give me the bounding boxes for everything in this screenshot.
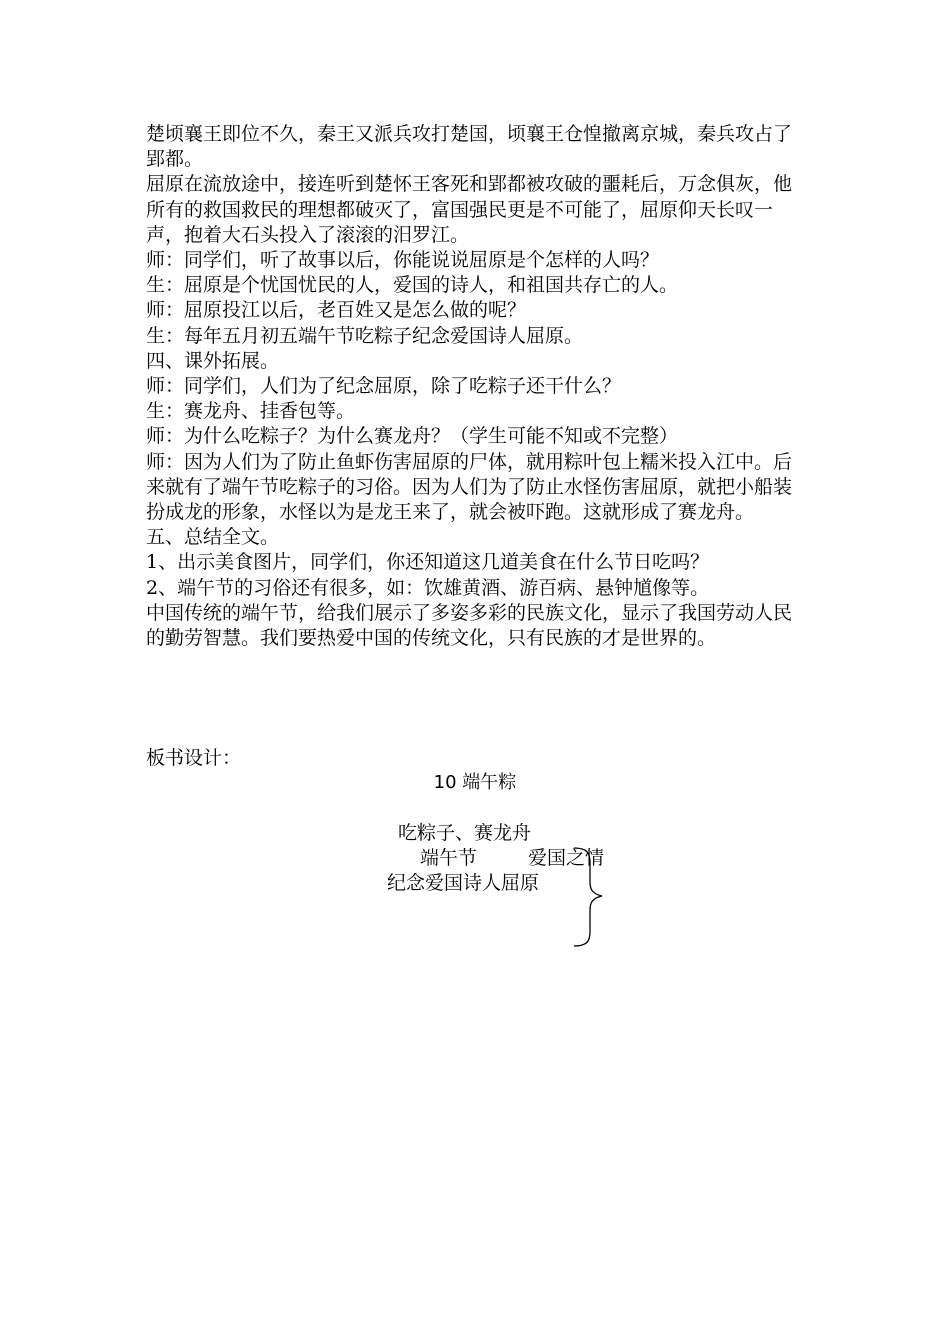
paragraph-teacher-question-3: 师：同学们，人们为了纪念屈原，除了吃粽子还干什么？ <box>146 375 622 398</box>
board-line-customs: 吃粽子、赛龙舟 <box>398 822 532 844</box>
paragraph-student-answer-3: 生：赛龙舟、挂香包等。 <box>146 400 356 423</box>
paragraph-summary-item-1: 1、出示美食图片，同学们，你还知道这几道美食在什么节日吃吗？ <box>146 551 710 574</box>
paragraph-teacher-question-4: 师：为什么吃粽子？为什么赛龙舟？（学生可能不知或不完整） <box>146 425 679 448</box>
paragraph-teacher-explanation: 师：因为人们为了防止鱼虾伤害屈原的尸体，就用粽叶包上糯米投入江中。后来就有了端午节吃粽子的习俗。因为人们为了防止水怪伤害屈原，就把小船装扮成龙的形象，水怪以为是龙王来了，就会被吓跑。这就形成了赛龙舟。 <box>146 450 793 524</box>
section-heading-summary: 五、总结全文。 <box>146 526 280 549</box>
paragraph-student-answer-2: 生：每年五月初五端午节吃粽子纪念爱国诗人屈原。 <box>146 324 584 347</box>
paragraph-teacher-question-2: 师：屈原投江以后，老百姓又是怎么做的呢？ <box>146 299 527 322</box>
paragraph-conclusion: 中国传统的端午节，给我们展示了多姿多彩的民族文化，显示了我国劳动人民的勤劳智慧。我们要热爱中国的传统文化，只有民族的才是世界的。 <box>146 601 793 650</box>
paragraph-teacher-question-1: 师：同学们，听了故事以后，你能说说屈原是个怎样的人吗？ <box>146 249 660 272</box>
board-line-festival: 端午节 <box>420 847 478 869</box>
board-line-patriotism: 爱国之情 <box>528 847 605 869</box>
paragraph-story-1: 楚顷襄王即位不久，秦王又派兵攻打楚国，顷襄王仓惶撤离京城，秦兵攻占了郢都。 <box>146 123 793 171</box>
paragraph-story-2: 屈原在流放途中，接连听到楚怀王客死和郢都被攻破的噩耗后，万念俱灰，他所有的救国救民的理想都破灭了，富国强民更是不可能了，屈原仰天长叹一声，抱着大石头投入了滚滚的汨罗江。 <box>146 173 793 246</box>
lesson-body <box>146 122 810 651</box>
paragraph-summary-item-2: 2、端午节的习俗还有很多，如：饮雄黄酒、游百病、悬钟馗像等。 <box>146 576 710 599</box>
board-design-label: 板书设计： <box>146 747 242 769</box>
board-line-commemorate: 纪念爱国诗人屈原 <box>387 872 540 894</box>
section-heading-extension: 四、课外拓展。 <box>146 349 280 372</box>
right-brace-icon <box>568 846 608 950</box>
paragraph-student-answer-1: 生：屈原是个忧国忧民的人，爱国的诗人，和祖国共存亡的人。 <box>146 274 679 297</box>
board-title: 10 端午粽 <box>433 772 517 793</box>
